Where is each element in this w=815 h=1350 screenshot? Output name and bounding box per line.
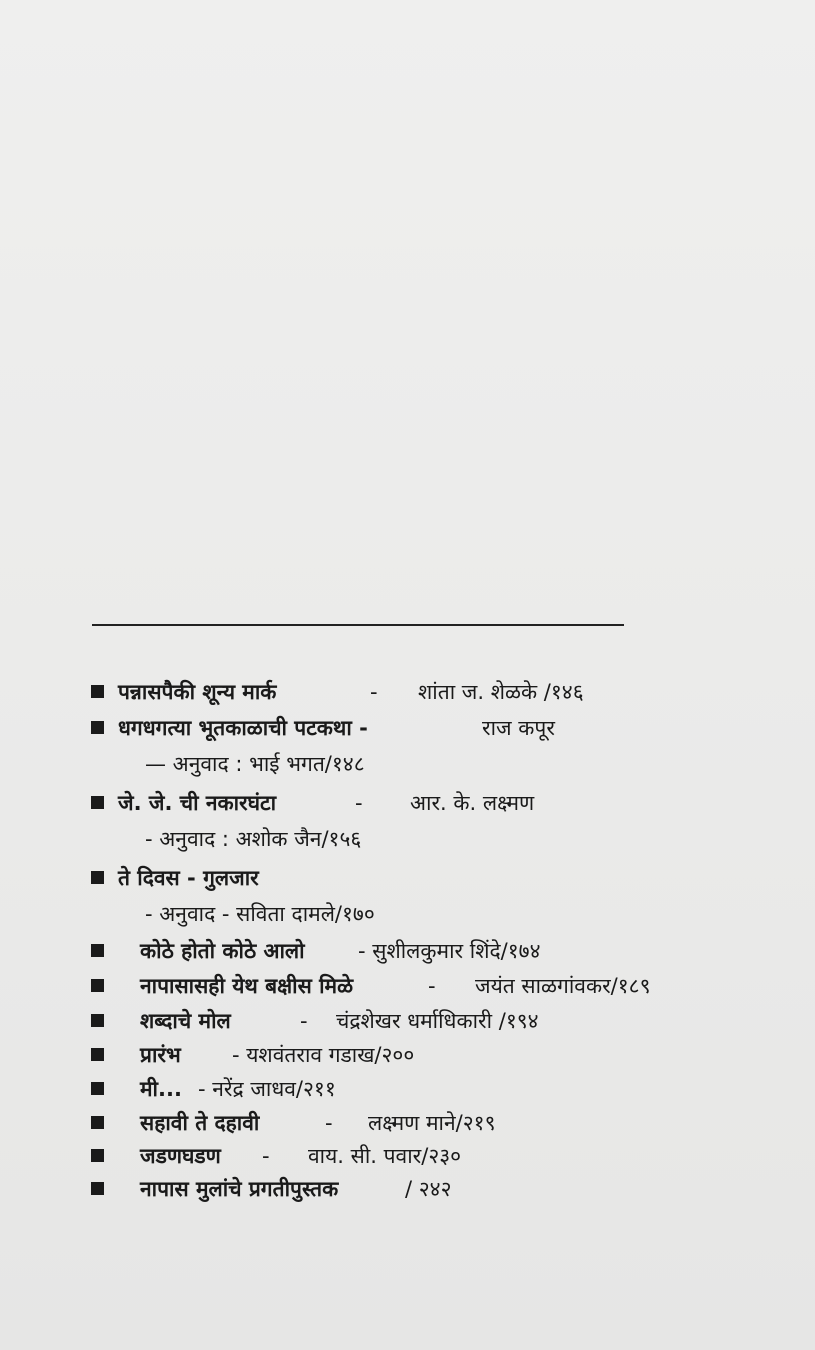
square-bullet-icon — [91, 944, 104, 957]
horizontal-rule — [92, 624, 624, 626]
toc-entry — [0, 1172, 815, 1206]
toc-entry — [0, 969, 815, 1003]
entry-title: जडणघडण — [140, 1144, 221, 1168]
toc-entry — [0, 861, 815, 895]
toc-entry-line2 — [0, 897, 815, 931]
entry-translation: — अनुवाद : भाई भगत/१४८ — [145, 752, 365, 776]
entry-title: नापासासही येथ बक्षीस मिळे — [140, 974, 354, 998]
square-bullet-icon — [91, 1082, 104, 1095]
entry-author: लक्ष्मण माने/२१९ — [368, 1111, 496, 1135]
entry-title: शब्दाचे मोल — [140, 1009, 231, 1033]
entry-separator: - — [428, 974, 436, 998]
entry-author: जयंत साळगांवकर/१८९ — [475, 974, 651, 998]
entry-author: - नरेंद्र जाधव/२११ — [198, 1077, 336, 1101]
entry-author: आर. के. लक्ष्मण — [410, 791, 535, 815]
entry-separator: - — [262, 1144, 270, 1168]
entry-translation: - अनुवाद - सविता दामले/१७० — [145, 902, 375, 926]
toc-entry — [0, 786, 815, 820]
entry-author: - सुशीलकुमार शिंदे/१७४ — [358, 939, 541, 963]
entry-author: राज कपूर — [482, 716, 555, 740]
entry-title: धगधगत्या भूतकाळाची पटकथा - — [118, 716, 368, 740]
entry-translation: - अनुवाद : अशोक जैन/१५६ — [145, 827, 362, 851]
entry-title: नापास मुलांचे प्रगतीपुस्तक — [140, 1177, 339, 1201]
entry-title: ते दिवस - गुलजार — [118, 866, 259, 890]
entry-title: जे. जे. ची नकारघंटा — [118, 791, 277, 815]
square-bullet-icon — [91, 1149, 104, 1162]
entry-separator: - — [370, 680, 378, 704]
square-bullet-icon — [91, 721, 104, 734]
square-bullet-icon — [91, 1014, 104, 1027]
square-bullet-icon — [91, 796, 104, 809]
entry-author: - यशवंतराव गडाख/२०० — [232, 1043, 415, 1067]
toc-entry — [0, 675, 815, 709]
toc-entry — [0, 1106, 815, 1140]
square-bullet-icon — [91, 979, 104, 992]
toc-entry — [0, 1072, 815, 1106]
entry-title: कोठे होतो कोठे आलो — [140, 939, 305, 963]
entry-title: सहावी ते दहावी — [140, 1111, 260, 1135]
square-bullet-icon — [91, 1048, 104, 1061]
toc-entry-line2 — [0, 822, 815, 856]
square-bullet-icon — [91, 1182, 104, 1195]
entry-separator: - — [325, 1111, 333, 1135]
entry-separator: - — [300, 1009, 308, 1033]
square-bullet-icon — [91, 871, 104, 884]
square-bullet-icon — [91, 1116, 104, 1129]
toc-entry — [0, 711, 815, 745]
toc-entry — [0, 934, 815, 968]
toc-entry-line2 — [0, 747, 815, 781]
entry-author: शांता ज. शेळके /१४६ — [418, 680, 584, 704]
entry-author: / २४२ — [405, 1177, 452, 1201]
entry-author: वाय. सी. पवार/२३० — [308, 1144, 462, 1168]
entry-title: पन्नासपैकी शून्य मार्क — [118, 680, 277, 704]
entry-author: चंद्रशेखर धर्माधिकारी /१९४ — [336, 1009, 539, 1033]
toc-entry — [0, 1004, 815, 1038]
square-bullet-icon — [91, 685, 104, 698]
toc-entry — [0, 1038, 815, 1072]
entry-separator: - — [355, 791, 363, 815]
toc-entry — [0, 1139, 815, 1173]
entry-title: मी... — [140, 1077, 182, 1101]
entry-title: प्रारंभ — [140, 1043, 181, 1067]
